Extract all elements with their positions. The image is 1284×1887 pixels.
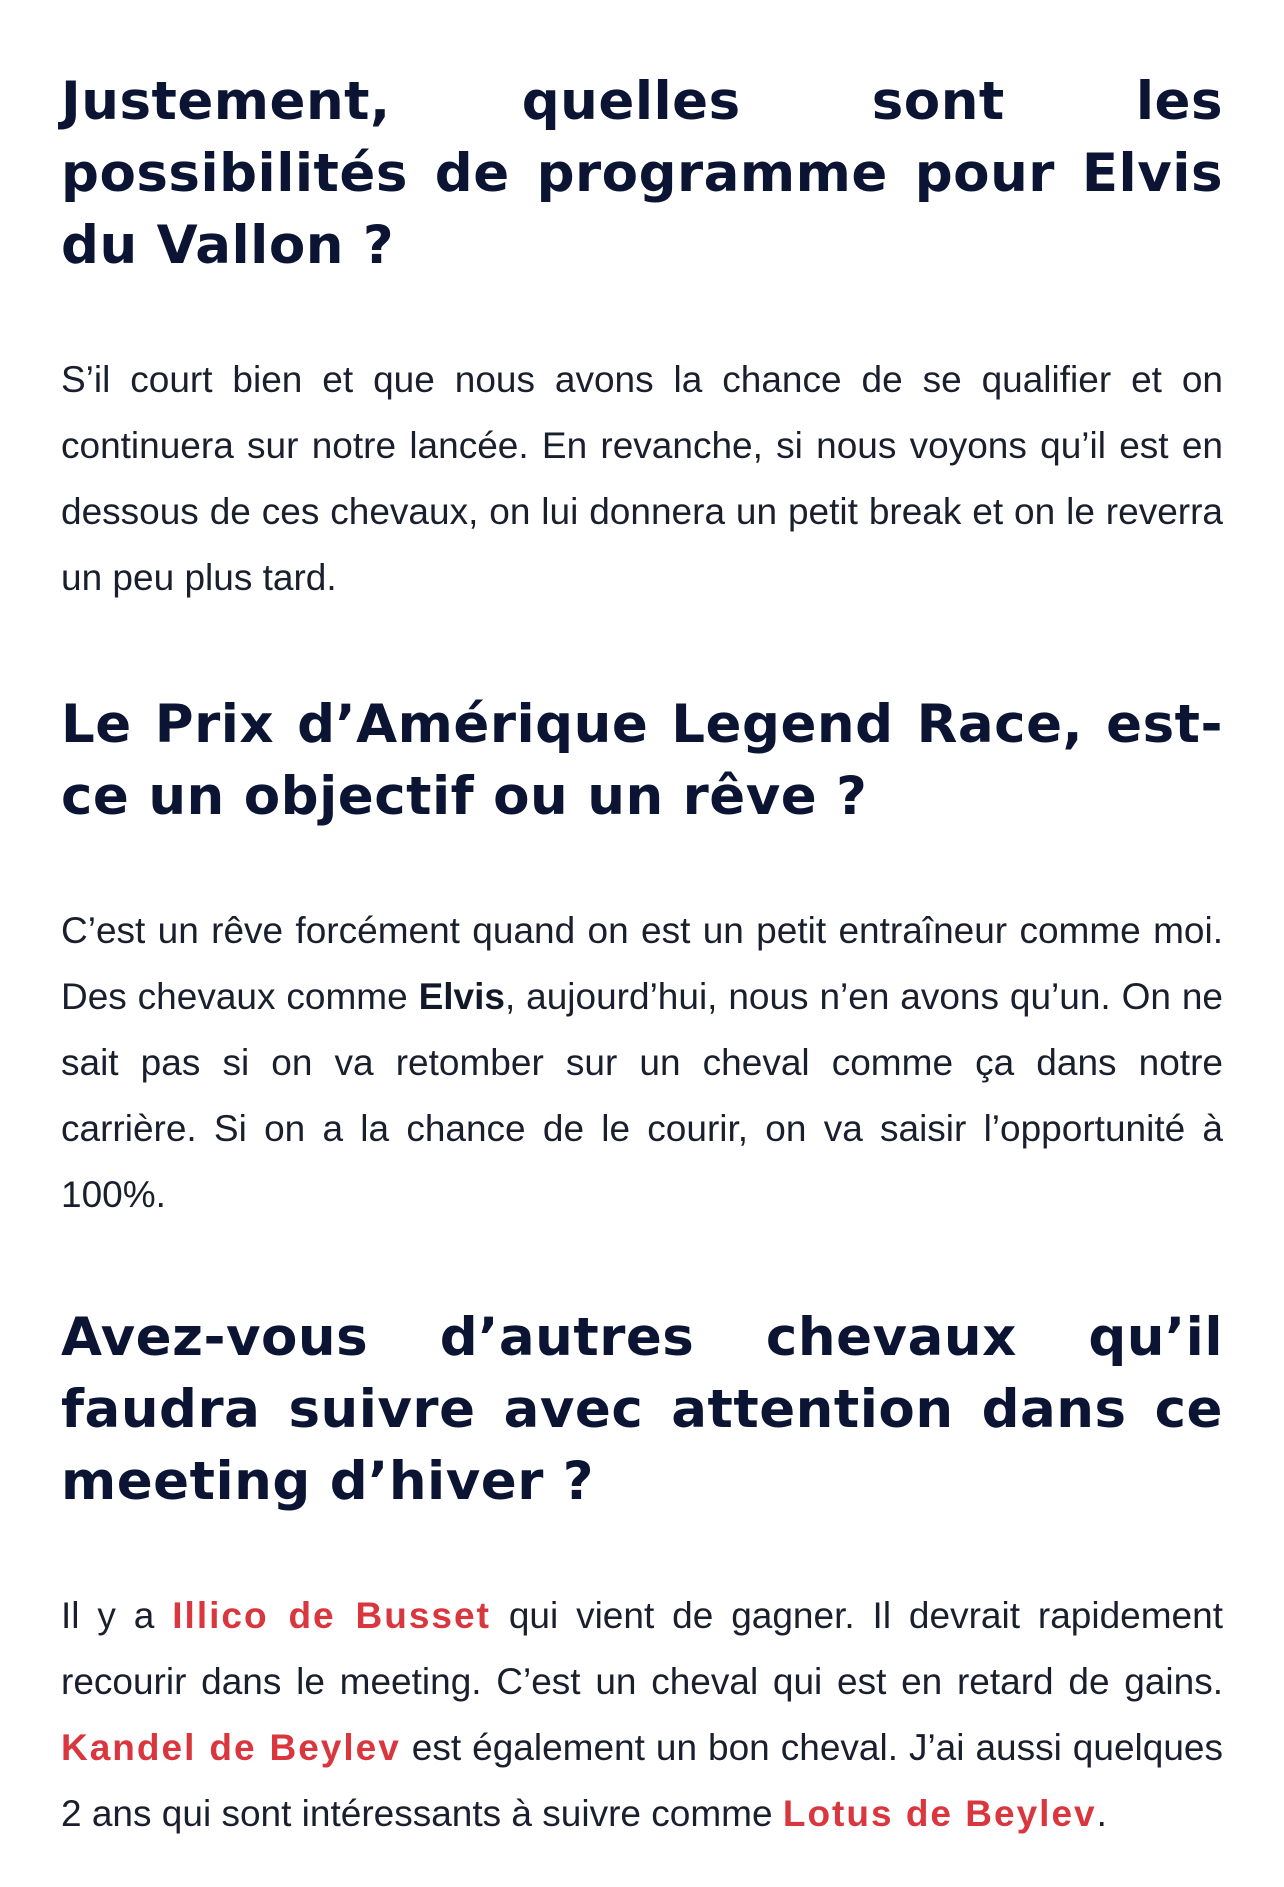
answer-paragraph-programme: S’il court bien et que nous avons la chance de se qualifier et on continuera sur notre lancée. En revanche, si nous voyons qu’il est en dessous de ces chevaux, on lui donnera un petit break et on le reverra un peu plus tard. — [61, 359, 1223, 598]
answer-text: , aujourd’hui, nous n’en avons qu’un. On ne sait pas si on va retomber sur un cheval comme ça dans notre carrière. Si on a la chance de le courir, on va saisir l’opportunité à 100%. — [61, 976, 1223, 1215]
answer-text: C’est un rêve forcément quand on est un petit entraîneur comme moi. Des chevaux comme — [61, 910, 1223, 1017]
question-heading-other-horses: Avez-vous d’autres chevaux qu’il faudra suivre avec attention dans ce meeting d’hiver ? — [61, 1307, 1223, 1512]
question-heading-prix-amerique: Le Prix d’Amérique Legend Race, est-ce un objectif ou un rêve ? — [61, 694, 1223, 827]
answer-paragraph-prix-amerique — [61, 898, 1223, 1228]
answer-text: . — [1096, 1793, 1107, 1834]
answer-text: Il y a — [61, 1595, 173, 1636]
answer-paragraph-other-horses — [61, 1583, 1223, 1847]
question-heading-programme: Justement, quelles sont les possibilités de programme pour Elvis du Vallon ? — [61, 71, 1223, 276]
horse-name-elvis: Elvis — [418, 976, 505, 1017]
horse-link-illico-de-busset[interactable]: Illico de Busset — [172, 1595, 491, 1636]
answer-text: qui vient de gagner. Il devrait rapidement recourir dans le meeting. C’est un cheval qui est en retard de gains. — [61, 1595, 1223, 1702]
answer-text: est également un bon cheval. J’ai aussi quelques 2 ans qui sont intéressants à suivre comme — [61, 1727, 1223, 1834]
horse-link-lotus-de-beylev[interactable]: Lotus de Beylev — [782, 1793, 1097, 1834]
article-body — [61, 66, 1223, 1847]
horse-link-kandel-de-beylev[interactable]: Kandel de Beylev — [61, 1727, 401, 1768]
